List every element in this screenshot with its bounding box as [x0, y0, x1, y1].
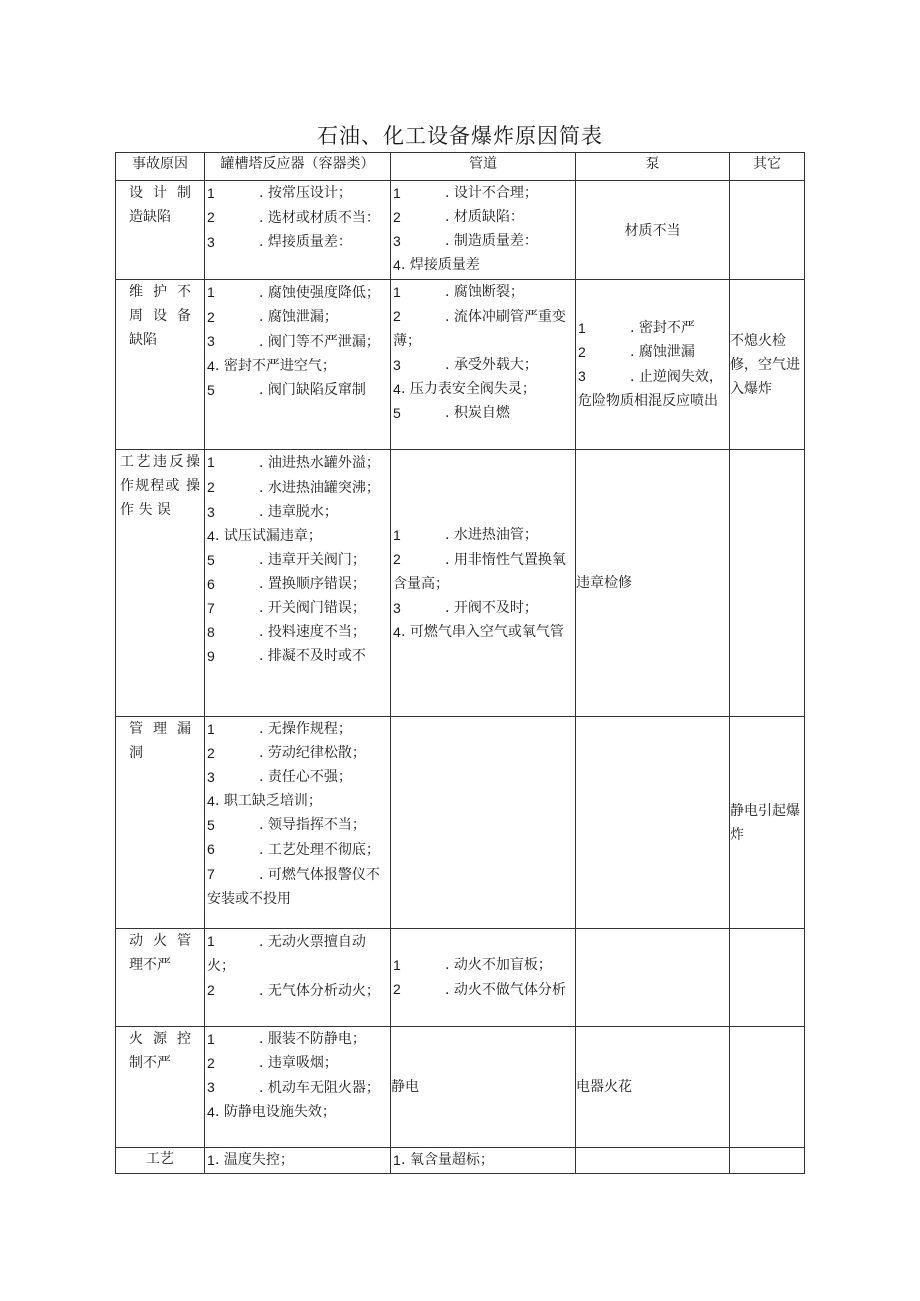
list-item: 7 . 开关阀门错误；	[207, 600, 366, 616]
table-row	[116, 1148, 805, 1174]
list-item: 2 . 腐蚀泄漏	[578, 344, 695, 360]
cause-label: 设 计 制 造缺陷	[129, 185, 191, 225]
list-item: 4 . 密封不严进空气；	[207, 358, 336, 374]
list-item: 9 . 排凝不及时或不	[207, 648, 366, 664]
table-row	[116, 929, 805, 1027]
pump-cell: 材质不当	[576, 181, 730, 280]
list-item: 4 . 试压试漏违章；	[207, 528, 322, 544]
pipe-cell	[391, 929, 576, 1027]
pipe-cell: 静电	[391, 1027, 576, 1148]
other-cell: 静电引起爆炸	[730, 717, 805, 929]
list-item: 2 . 材质缺陷：	[393, 209, 524, 225]
list-item: 3 . 承受外载大；	[393, 357, 538, 373]
cause-label: 工艺违反操作规程或 操 作 失 误	[120, 454, 200, 518]
other-cell	[730, 1148, 805, 1174]
cause-cell: 工艺	[116, 1148, 205, 1174]
pipe-cell	[391, 280, 576, 450]
list-item: 3 . 违章脱水；	[207, 504, 338, 520]
list-item: 1 . 设计不合理；	[393, 185, 538, 201]
table-row	[116, 450, 805, 717]
list-item: 1 . 动火不加盲板；	[393, 957, 552, 973]
list-item: 4 . 防静电设施失效；	[207, 1104, 336, 1120]
list-item: 1 . 腐蚀断裂；	[393, 284, 524, 300]
pump-cell: 电器火花	[576, 1027, 730, 1148]
cause-label: 火 源 控 制不严	[129, 1031, 191, 1071]
cause-label: 维 护 不 周 设 备 缺陷	[129, 284, 191, 348]
list-item: 3 . 止逆阀失效，危险物质相混反应喷出	[578, 368, 723, 409]
list-item: 1 . 氧含量超标；	[393, 1152, 494, 1168]
list-item: 4 . 压力表安全阀失灵；	[393, 381, 536, 397]
list-item: 3 . 制造质量差：	[393, 233, 538, 249]
table-row	[116, 181, 805, 280]
table-row	[116, 280, 805, 450]
list-item: 6 . 置换顺序错误；	[207, 576, 366, 592]
list-item: 2 . 选材或材质不当：	[207, 209, 380, 226]
list-item: 3 . 机动车无阻火器；	[207, 1079, 380, 1096]
other-cell	[730, 450, 805, 717]
list-item: 1 . 无动火票擅自动火；	[207, 933, 366, 974]
page-title: 石油、化工设备爆炸原因简表	[317, 124, 603, 148]
header-other: 其它	[730, 153, 805, 181]
list-item: 2 . 腐蚀泄漏；	[207, 309, 338, 325]
list-item: 1 . 温度失控；	[207, 1152, 294, 1168]
cause-cell	[116, 181, 205, 280]
vessel-cell	[205, 1148, 391, 1174]
pump-cell	[576, 929, 730, 1027]
cause-label: 动 火 管 理不严	[129, 933, 191, 973]
header-pump: 泵	[576, 153, 730, 181]
list-item: 4 . 可燃气串入空气或氧气管	[393, 623, 564, 640]
table-row	[116, 717, 805, 929]
list-item: 3 . 阀门等不严泄漏；	[207, 333, 380, 350]
other-cell	[730, 181, 805, 280]
list-item: 4 . 焊接质量差	[393, 257, 480, 273]
vessel-cell	[205, 929, 391, 1027]
list-item: 2 . 无气体分析动火；	[207, 982, 380, 999]
cause-cell	[116, 450, 205, 717]
pipe-cell	[391, 181, 576, 280]
list-item: 2 . 流体冲刷管严重变薄；	[393, 308, 566, 349]
list-item: 5 . 领导指挥不当；	[207, 817, 366, 833]
vessel-cell	[205, 450, 391, 717]
list-item: 2 . 用非惰性气置换氧含量高；	[393, 550, 566, 592]
vessel-cell	[205, 280, 391, 450]
vessel-cell	[205, 181, 391, 280]
other-cell	[730, 1027, 805, 1148]
table-row	[116, 1027, 805, 1148]
other-cell	[730, 929, 805, 1027]
list-item: 2 . 水进热油罐突沸；	[207, 479, 380, 496]
vessel-cell	[205, 717, 391, 929]
list-item: 4 . 职工缺乏培训；	[207, 793, 322, 809]
list-item: 1 . 无操作规程；	[207, 721, 352, 737]
list-item: 7 . 可燃气体报警仪不安装或不投用	[207, 866, 380, 907]
explosion-cause-table	[115, 152, 805, 1174]
pipe-cell	[391, 1148, 576, 1174]
list-item: 8 . 投料速度不当；	[207, 624, 366, 640]
pump-cell: 违章检修	[576, 450, 730, 717]
list-item: 5 . 阀门缺陷反窜制	[207, 382, 366, 398]
list-item: 1 . 密封不严	[578, 320, 695, 336]
list-item: 3 . 开阀不及时；	[393, 599, 538, 616]
list-item: 3 . 责任心不强；	[207, 769, 352, 785]
list-item: 1 . 水进热油管；	[393, 526, 538, 543]
pump-cell	[576, 717, 730, 929]
header-pipe: 管道	[391, 153, 576, 181]
cause-cell	[116, 280, 205, 450]
pump-cell	[576, 1148, 730, 1174]
pipe-cell	[391, 450, 576, 717]
table-header-row	[116, 153, 805, 181]
list-item: 1 . 按常压设计；	[207, 185, 352, 201]
other-cell: 不熄火检修，空气进入爆炸	[730, 280, 805, 450]
cause-cell	[116, 717, 205, 929]
header-vessel: 罐槽塔反应器（容器类）	[205, 153, 391, 181]
list-item: 5 . 积炭自燃	[393, 405, 510, 421]
list-item: 1 . 油进热水罐外溢；	[207, 454, 380, 471]
list-item: 1 . 服装不防静电；	[207, 1031, 366, 1047]
cause-label: 管 理 漏 洞	[129, 721, 191, 761]
cause-cell	[116, 1027, 205, 1148]
list-item: 1 . 腐蚀使强度降低；	[207, 284, 380, 301]
list-item: 2 . 劳动纪律松散；	[207, 745, 366, 761]
list-item: 3 . 焊接质量差：	[207, 234, 352, 250]
header-cause: 事故原因	[116, 153, 205, 181]
pump-cell	[576, 280, 730, 450]
list-item: 2 . 动火不做气体分析	[393, 981, 566, 998]
cause-cell	[116, 929, 205, 1027]
list-item: 5 . 违章开关阀门；	[207, 552, 366, 568]
list-item: 2 . 违章吸烟；	[207, 1055, 338, 1071]
pipe-cell	[391, 717, 576, 929]
list-item: 6 . 工艺处理不彻底；	[207, 841, 380, 858]
vessel-cell	[205, 1027, 391, 1148]
